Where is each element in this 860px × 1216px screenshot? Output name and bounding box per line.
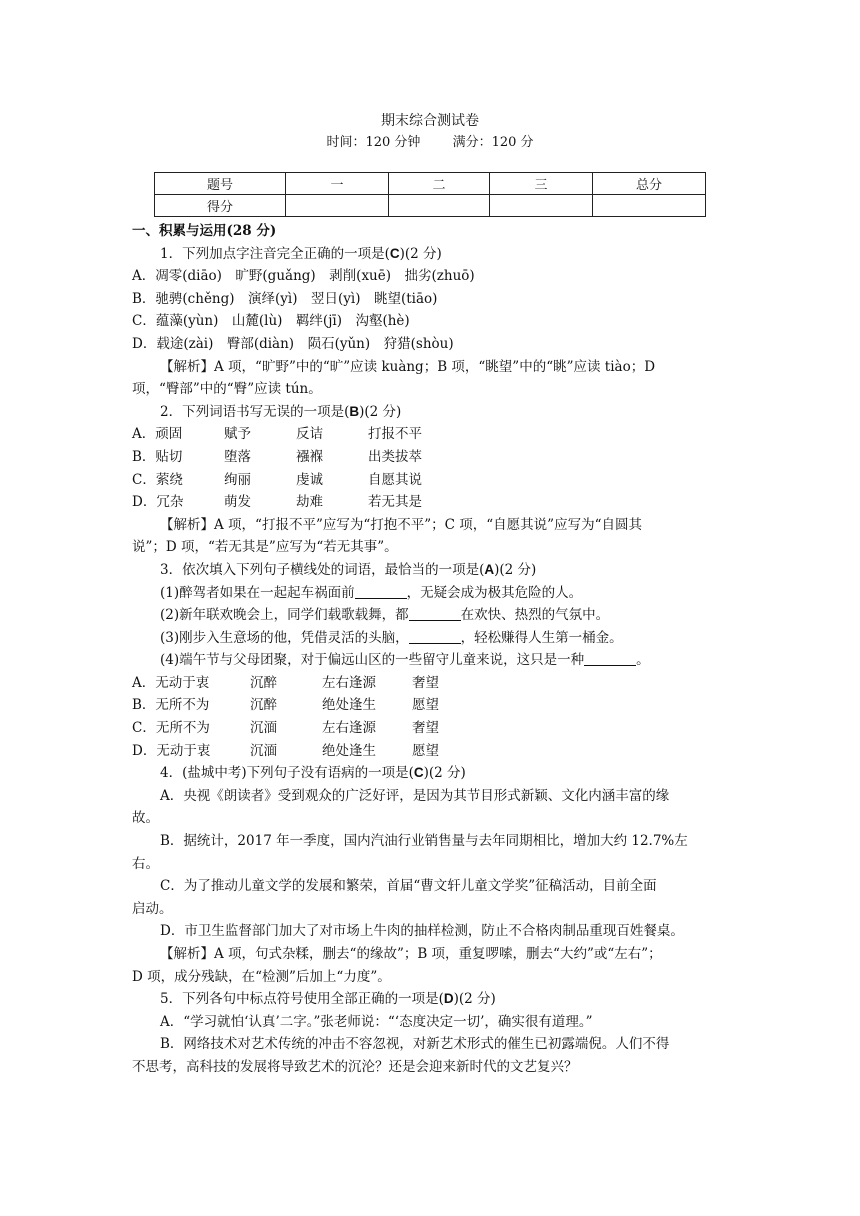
score-input-cell[interactable] <box>286 195 389 217</box>
option-b-cont: 右。 <box>132 855 159 872</box>
word: A．顽固 <box>132 426 183 443</box>
word: B．无所不为 <box>132 697 210 714</box>
word: 愿望 <box>412 742 439 759</box>
analysis-text: 【解析】A 项，“旷野”中的“旷”应读 kuàng；B 项，“眺望”中的“眺”应读 tiào；D <box>160 358 656 375</box>
word: 绝处逢生 <box>322 697 376 714</box>
stem-text: )(2 分) <box>494 561 537 578</box>
option-b: B．据统计，2017 年一季度，国内汽油行业销售量与去年同期相比，增加大约 12.7%左 <box>160 833 688 850</box>
word: A．无动于衷 <box>132 674 210 691</box>
sentence-text: (2)新年联欢晚会上，同学们载歌载舞，都 <box>160 607 409 624</box>
stem-text: )(2 分) <box>399 245 442 262</box>
sentence-4 <box>132 649 732 672</box>
option-a: A．“学习就怕‘认真’二字。”张老师说：“‘态度决定一切’，确实很有道理。” <box>160 1013 593 1030</box>
option-d <box>132 740 732 763</box>
sentence-3 <box>132 627 732 650</box>
word: 堕落 <box>224 448 251 465</box>
word: 沉醉 <box>250 674 277 691</box>
page-title: 期末综合测试卷 <box>381 113 479 129</box>
stem-text: )(2 分) <box>359 403 402 420</box>
option-d: D．载途(zài) 臀部(diàn) 陨石(yǔn) 狩猎(shòu) <box>132 335 454 352</box>
table-cell: 一 <box>286 173 389 195</box>
sentence-text: ，轻松赚得人生第一桶金。 <box>460 629 623 646</box>
option-a <box>132 672 732 695</box>
word: 襁褓 <box>296 448 323 465</box>
word: 萌发 <box>224 494 251 511</box>
word: 愿望 <box>412 697 439 714</box>
stem-text: )(2 分) <box>423 765 466 782</box>
exam-content <box>132 220 732 1079</box>
sentence-2 <box>132 604 732 627</box>
word: 自愿其说 <box>368 471 422 488</box>
option-d: D．市卫生监督部门加大了对市场上牛肉的抽样检测，防止不合格肉制品重现百姓餐桌。 <box>160 923 684 940</box>
table-cell: 三 <box>490 173 593 195</box>
word: 左右逢源 <box>322 720 376 737</box>
option-c <box>132 469 732 492</box>
option-b <box>132 694 732 717</box>
section-heading: 一、积累与运用(28 分) <box>132 223 277 239</box>
word: 奢望 <box>412 720 439 737</box>
fill-blank[interactable] <box>355 584 407 599</box>
answer-mark: A <box>484 561 495 577</box>
word: 左右逢源 <box>322 674 376 691</box>
full-score: 满分：120 分 <box>452 135 534 150</box>
answer-mark: D <box>443 991 454 1007</box>
option-a: A．凋零(diāo) 旷野(guǎng) 剥削(xuē) 拙劣(zhuō) <box>132 268 475 285</box>
stem-text: 5．下列各句中标点符号使用全部正确的一项是( <box>160 991 444 1008</box>
option-b: B．驰骋(chěng) 演绎(yì) 翌日(yì) 眺望(tiāo) <box>132 290 438 307</box>
word: 绚丽 <box>224 471 251 488</box>
sentence-text: 在欢快、热烈的气氛中。 <box>460 607 610 624</box>
table-cell: 总分 <box>593 173 706 195</box>
table-cell: 得分 <box>155 195 286 217</box>
word: C．无所不为 <box>132 720 210 737</box>
question-4-stem <box>132 762 732 785</box>
word: D．无动于衷 <box>132 742 211 759</box>
question-5-stem <box>132 988 732 1011</box>
sentence-text: 。 <box>636 652 650 669</box>
word: 虔诚 <box>296 471 323 488</box>
answer-mark: C <box>389 245 400 261</box>
table-cell: 题号 <box>155 173 286 195</box>
word: 劫难 <box>296 494 323 511</box>
fill-blank[interactable] <box>409 629 461 644</box>
fill-blank[interactable] <box>409 606 461 621</box>
stem-text: 2．下列词语书写无误的一项是( <box>160 403 350 420</box>
time-limit: 时间：120 分钟 <box>326 135 421 150</box>
analysis-text: 项，“臀部”中的“臀”应读 tún。 <box>132 381 322 398</box>
option-c: C．蕴藻(yùn) 山麓(lù) 羁绊(jī) 沟壑(hè) <box>132 313 410 330</box>
word: 打报不平 <box>368 426 422 443</box>
sentence-text: (3)刚步入生意场的他，凭借灵活的头脑， <box>160 629 409 646</box>
option-c: C．为了推动儿童文学的发展和繁荣，首届“曹文轩儿童文学奖”征稿活动，目前全面 <box>160 878 657 895</box>
sentence-text: (4)端午节与父母团聚，对于偏远山区的一些留守儿童来说，这只是一种 <box>160 652 585 669</box>
sentence-text: (1)醉驾者如果在一起起车祸面前 <box>160 584 355 601</box>
table-row <box>155 173 706 195</box>
word: 反诘 <box>296 426 323 443</box>
score-input-cell[interactable] <box>389 195 490 217</box>
word: 沉醉 <box>250 697 277 714</box>
word: C．萦绕 <box>132 471 183 488</box>
word: 若无其是 <box>368 494 422 511</box>
word: 赋予 <box>224 426 251 443</box>
answer-mark: B <box>349 403 360 419</box>
analysis-text: 【解析】A 项，“打报不平”应写为“打抱不平”；C 项，“自愿其说”应写为“自圆其 <box>160 516 642 533</box>
score-input-cell[interactable] <box>593 195 706 217</box>
option-c-cont: 启动。 <box>132 900 173 917</box>
word: 奢望 <box>412 674 439 691</box>
option-d <box>132 491 732 514</box>
word: 出类拔萃 <box>368 448 422 465</box>
option-b: B．网络技术对艺术传统的冲击不容忽视，对新艺术形式的催生已初露端倪。人们不得 <box>160 1036 670 1053</box>
analysis-text: 说”；D 项，“若无其是”应写为“若无其事”。 <box>132 539 398 556</box>
option-a-cont: 故。 <box>132 810 159 827</box>
option-c <box>132 717 732 740</box>
option-b-cont: 不思考，高科技的发展将导致艺术的沉沦？还是会迎来新时代的文艺复兴？ <box>132 1058 578 1075</box>
option-a: A．央视《朗读者》受到观众的广泛好评，是因为其节目形式新颖、文化内涵丰富的缘 <box>160 787 670 804</box>
table-cell: 二 <box>389 173 490 195</box>
question-2-stem <box>132 401 732 424</box>
option-b <box>132 446 732 469</box>
table-row <box>155 195 706 217</box>
analysis-text: 【解析】A 项，句式杂糅，删去“的缘故”；B 项，重复啰嗦，删去“大约”或“左右”； <box>160 946 662 962</box>
sentence-1 <box>132 582 732 605</box>
fill-blank[interactable] <box>584 651 636 666</box>
stem-text: 1．下列加点字注音完全正确的一项是( <box>160 245 390 262</box>
score-table <box>154 172 706 217</box>
stem-text: )(2 分) <box>453 991 496 1008</box>
question-3-stem <box>132 559 732 582</box>
sentence-text: ，无疑会成为极其危险的人。 <box>406 584 583 601</box>
word: 沉湎 <box>250 720 277 737</box>
word: B．贴切 <box>132 448 183 465</box>
stem-text: 3．依次填入下列句子横线处的词语，最恰当的一项是( <box>160 561 485 578</box>
word: 绝处逢生 <box>322 742 376 759</box>
option-a <box>132 423 732 446</box>
analysis-text: D 项，成分残缺，在“检测”后加上“力度”。 <box>132 968 391 985</box>
answer-mark: C <box>413 765 424 781</box>
word: 沉湎 <box>250 742 277 759</box>
word: D．冗杂 <box>132 494 184 511</box>
score-input-cell[interactable] <box>490 195 593 217</box>
stem-text: 4．(盐城中考)下列句子没有语病的一项是( <box>160 765 414 782</box>
exam-info <box>0 131 860 150</box>
question-1-stem <box>132 243 732 266</box>
